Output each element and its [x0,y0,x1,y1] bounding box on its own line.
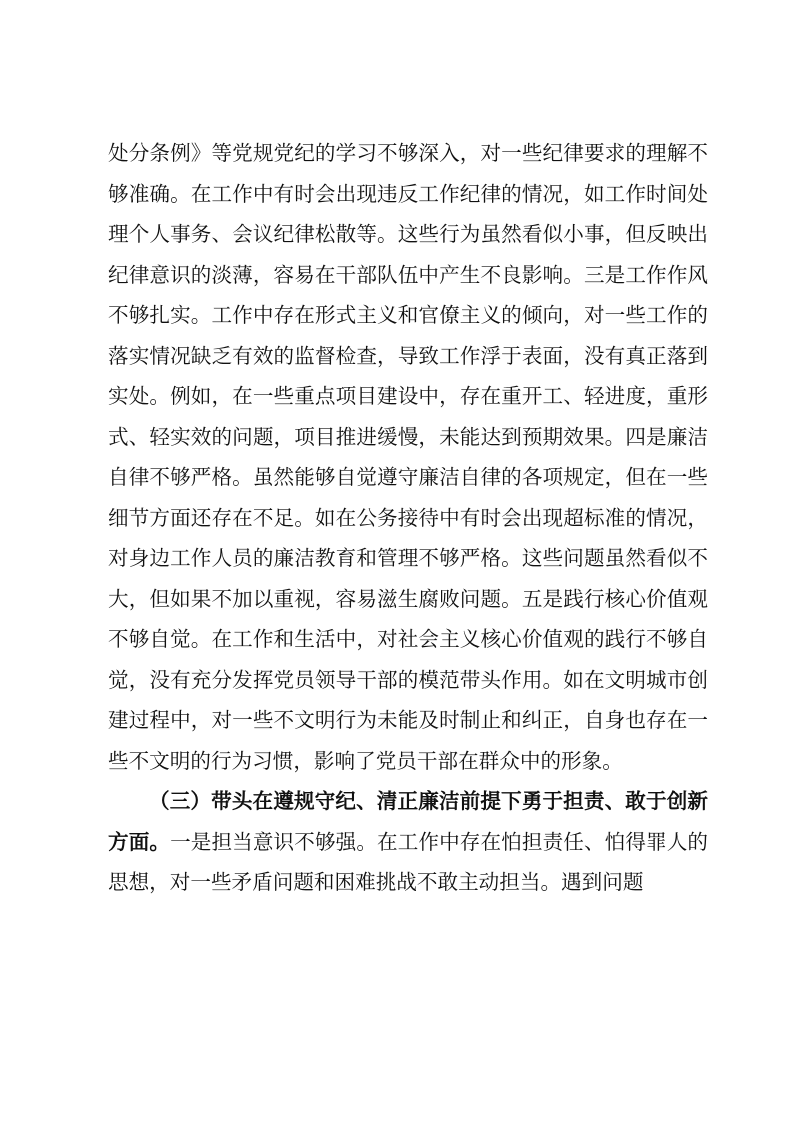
document-body [108,133,708,903]
section-heading: （三）带头在遵规守纪、清正廉洁前提下勇于担责、敢于创新方面。 [108,789,708,854]
body-paragraph: 处分条例》等党规党纪的学习不够深入，对一些纪律要求的理解不够准确。在工作中有时会出现违反工作纪律的情况，如工作时间处理个人事务、会议纪律松散等。这些行为虽然看似小事，但反映出纪律意识的淡薄，容易在干部队伍中产生不良影响。三是工作作风不够扎实。工作中存在形式主义和官僚主义的倾向，对一些工作的落实情况缺乏有效的监督检查，导致工作浮于表面，没有真正落到实处。例如，在一些重点项目建设中，存在重开工、轻进度，重形式、轻实效的问题，项目推进缓慢，未能达到预期效果。四是廉洁自律不够严格。虽然能够自觉遵守廉洁自律的各项规定，但在一些细节方面还存在不足。如在公务接待中有时会出现超标准的情况，对身边工作人员的廉洁教育和管理不够严格。这些问题虽然看似不大，但如果不加以重视，容易滋生腐败问题。五是践行核心价值观不够自觉。在工作和生活中，对社会主义核心价值观的践行不够自觉，没有充分发挥党员领导干部的模范带头作用。如在文明城市创建过程中，对一些不文明行为未能及时制止和纠正，自身也存在一些不文明的行为习惯，影响了党员干部在群众中的形象。 [108,141,708,773]
section-paragraph [108,781,708,903]
section-body-text: 一是担当意识不够强。在工作中存在怕担责任、怕得罪人的思想，对一些矛盾问题和困难挑战不敢主动担当。遇到问题 [108,829,709,894]
